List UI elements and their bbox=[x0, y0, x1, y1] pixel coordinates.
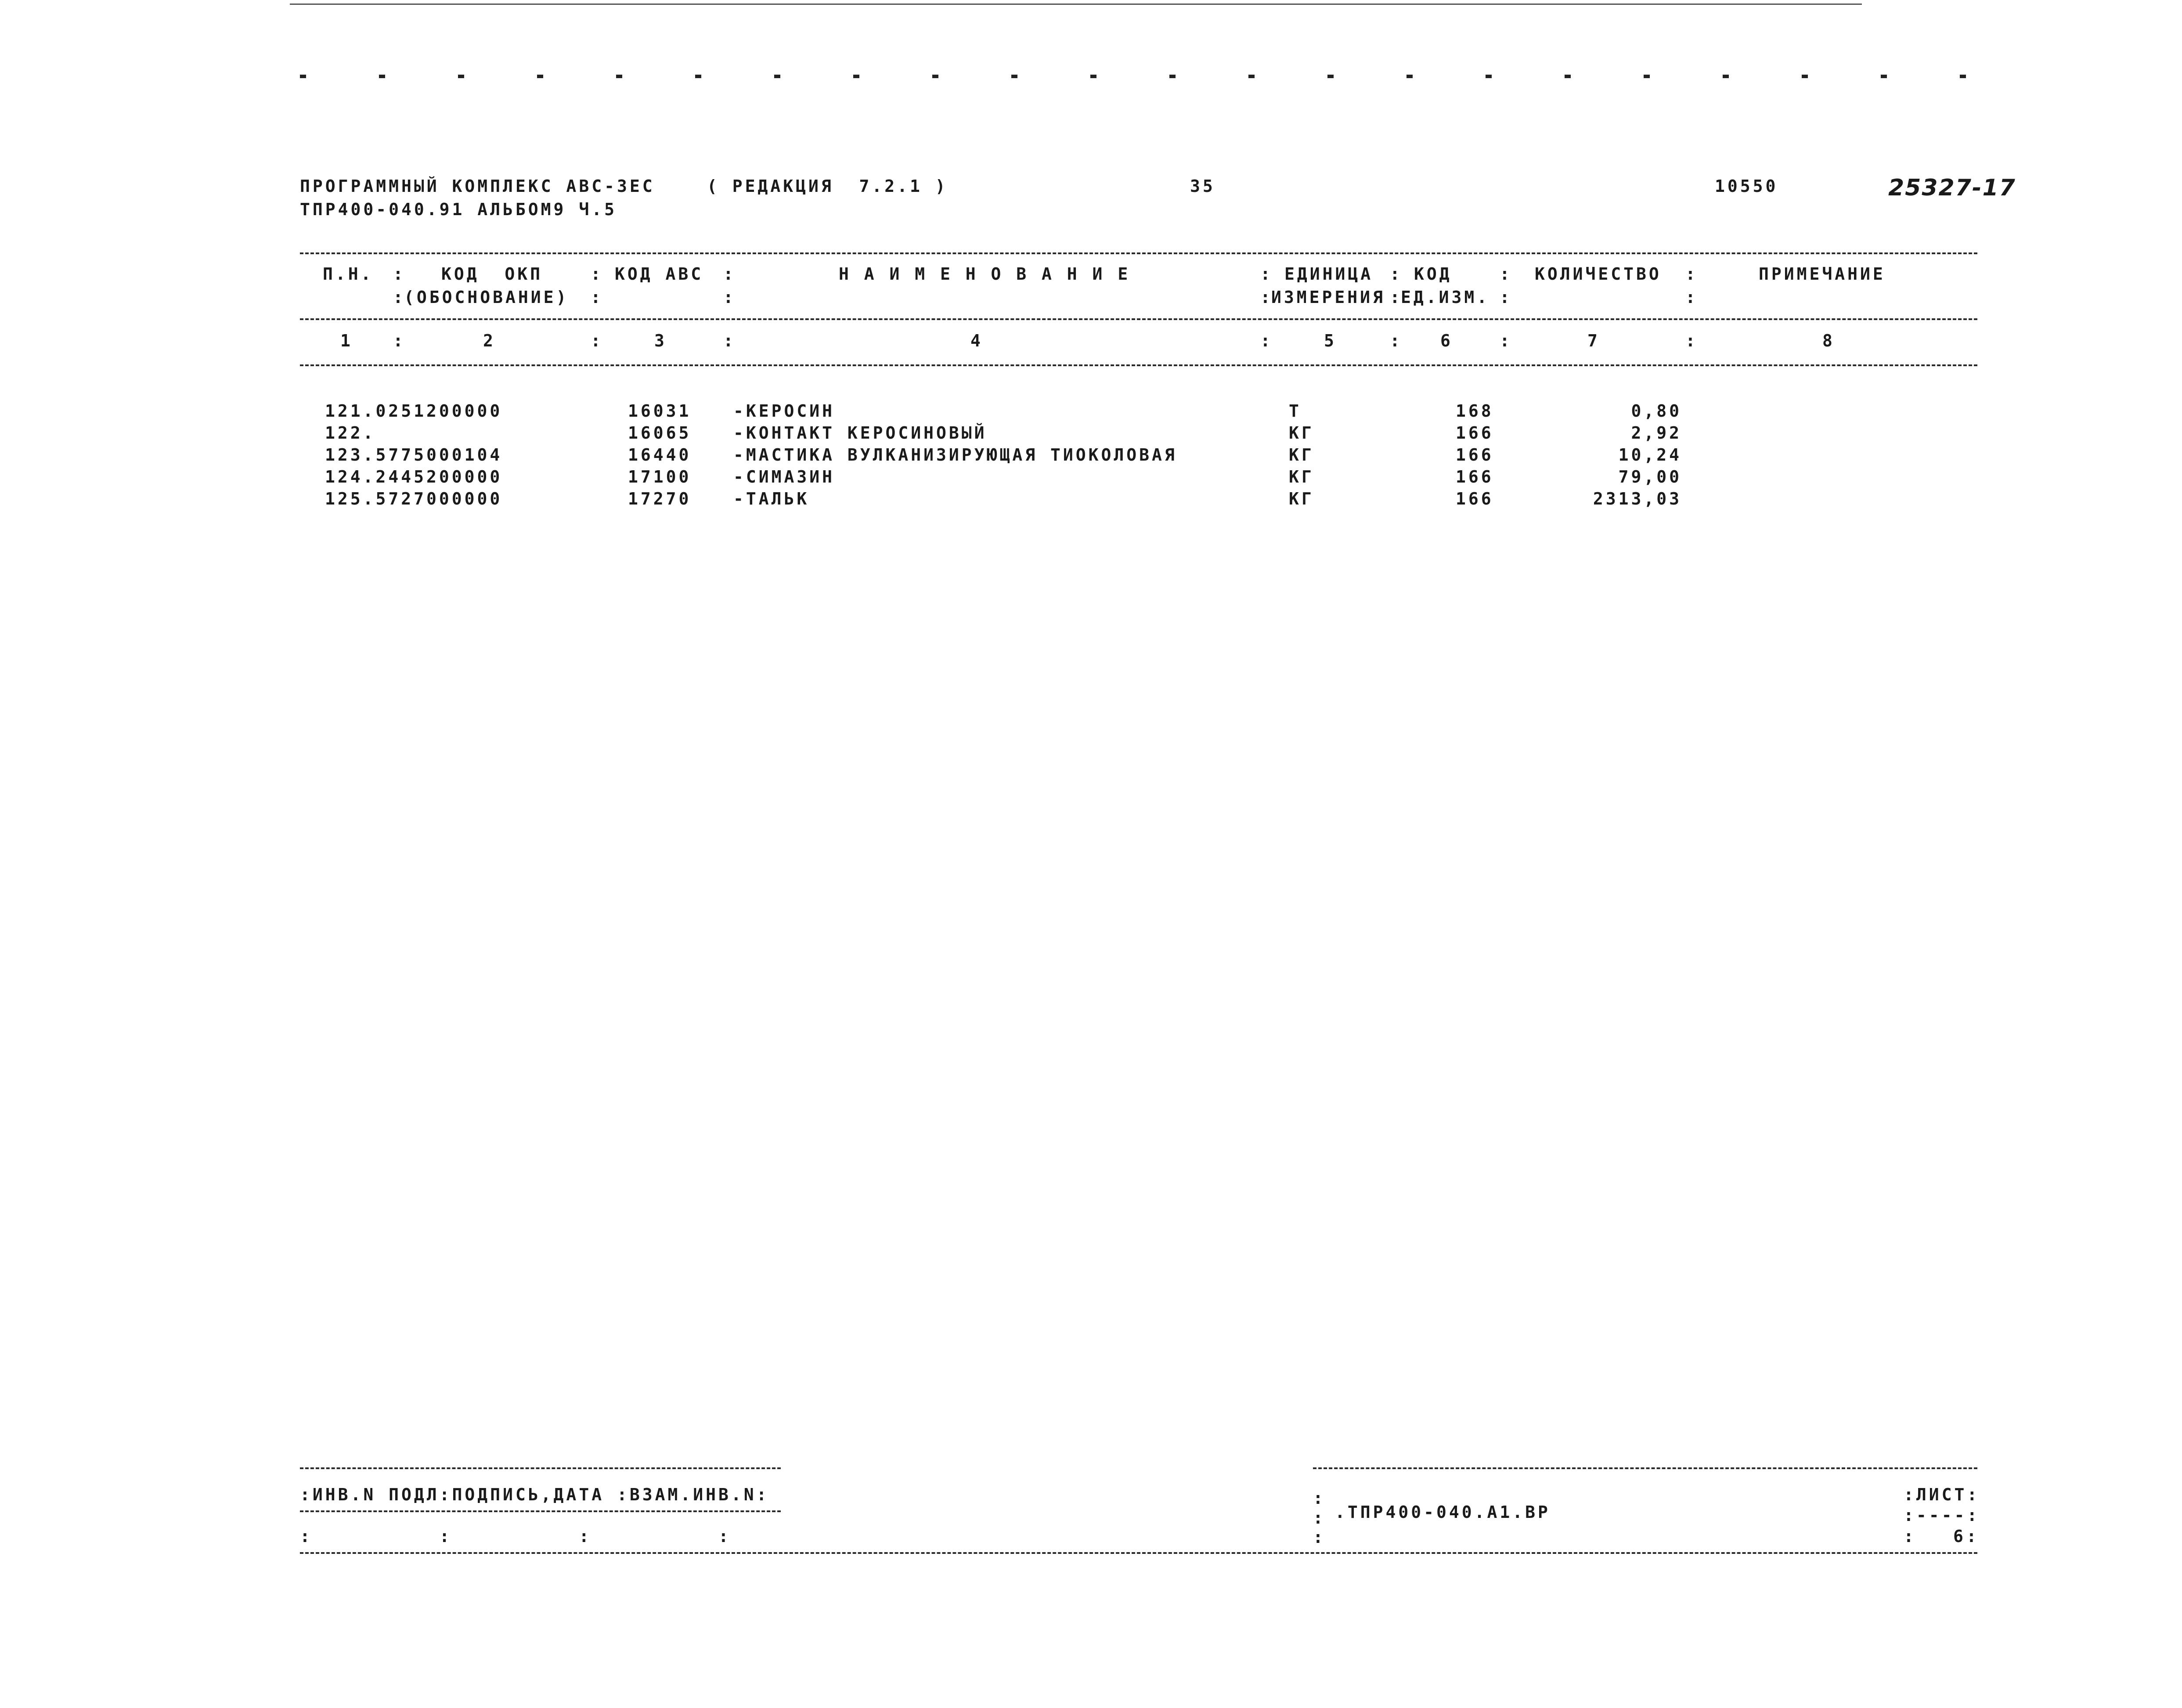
row-name: -КОНТАКТ КЕРОСИНОВЫЙ bbox=[733, 423, 987, 443]
col-sep: : bbox=[393, 331, 406, 350]
footer-rule-left-mid bbox=[300, 1510, 781, 1512]
row-unit-code: 166 bbox=[1456, 445, 1494, 465]
top-edge-line bbox=[290, 4, 1862, 5]
col-sep: : bbox=[1500, 288, 1512, 307]
row-abc-code: 17270 bbox=[628, 489, 692, 508]
row-unit-code: 166 bbox=[1456, 423, 1494, 443]
col-sep: : bbox=[723, 264, 736, 284]
col-sep: : bbox=[1685, 288, 1698, 307]
col-sep: : bbox=[1500, 264, 1512, 284]
col-header-qty: КОЛИЧЕСТВО bbox=[1535, 264, 1662, 284]
row-name: -МАСТИКА ВУЛКАНИЗИРУЮЩАЯ ТИОКОЛОВАЯ bbox=[733, 445, 1177, 465]
table-rule-top bbox=[300, 252, 1977, 254]
col-header-pn: П.Н. bbox=[323, 264, 374, 284]
row-abc-code: 16031 bbox=[628, 401, 692, 421]
col-header-unit-sub: ИЗМЕРЕНИЯ bbox=[1271, 288, 1385, 307]
col-number: 5 bbox=[1324, 331, 1337, 350]
col-sep: : bbox=[393, 288, 406, 307]
row-unit: КГ bbox=[1289, 445, 1314, 465]
punch-mark bbox=[1011, 75, 1017, 78]
col-header-name: Н А И М Е Н О В А Н И Е bbox=[839, 264, 1131, 284]
edition-label: ( РЕДАКЦИЯ 7.2.1 ) bbox=[707, 177, 948, 196]
punch-mark bbox=[1723, 75, 1729, 78]
punch-mark bbox=[1090, 75, 1096, 78]
punch-mark bbox=[774, 75, 780, 78]
punch-mark bbox=[458, 75, 464, 78]
row-name: -ТАЛЬК bbox=[733, 489, 810, 508]
col-header-ucode-sub: ЕД.ИЗМ. bbox=[1401, 288, 1490, 307]
row-name: -КЕРОСИН bbox=[733, 401, 835, 421]
footer-sheet-separator: :----: bbox=[1904, 1506, 1980, 1525]
footer-rule-right-top bbox=[1313, 1467, 1977, 1469]
col-header-unit: ЕДИНИЦА bbox=[1284, 264, 1374, 284]
punch-mark bbox=[1802, 75, 1808, 78]
col-sep: : bbox=[393, 264, 406, 284]
row-quantity: 2,92 bbox=[1631, 423, 1682, 443]
col-sep: : bbox=[1260, 264, 1273, 284]
footer-sep: : bbox=[1966, 1527, 1979, 1546]
punch-mark bbox=[1248, 75, 1255, 78]
punch-mark bbox=[932, 75, 938, 78]
footer-sep: : bbox=[1313, 1488, 1326, 1508]
col-number: 8 bbox=[1822, 331, 1835, 350]
punch-mark bbox=[1565, 75, 1571, 78]
row-pn: 124.2445200000 bbox=[325, 467, 503, 486]
col-number: 6 bbox=[1440, 331, 1453, 350]
col-sep: : bbox=[1260, 288, 1273, 307]
table-rule-bottom bbox=[300, 364, 1977, 366]
footer-rule-left-top bbox=[300, 1467, 781, 1469]
program-title: ПРОГРАММНЫЙ КОМПЛЕКС АВС-3ЕС bbox=[300, 177, 655, 196]
punch-mark bbox=[853, 75, 859, 78]
footer-document-code: .ТПР400-040.А1.ВР bbox=[1335, 1503, 1551, 1522]
col-header-ucode: КОД bbox=[1414, 264, 1452, 284]
row-quantity: 79,00 bbox=[1618, 467, 1682, 486]
row-quantity: 0,80 bbox=[1631, 401, 1682, 421]
row-abc-code: 16440 bbox=[628, 445, 692, 465]
col-number: 4 bbox=[970, 331, 983, 350]
punch-mark bbox=[1960, 75, 1966, 78]
col-sep: : bbox=[591, 288, 603, 307]
col-sep: : bbox=[1390, 264, 1403, 284]
col-sep: : bbox=[591, 331, 603, 350]
page-number: 35 bbox=[1190, 177, 1215, 196]
footer-sep: : bbox=[1904, 1527, 1916, 1546]
row-abc-code: 16065 bbox=[628, 423, 692, 443]
col-header-note: ПРИМЕЧАНИЕ bbox=[1759, 264, 1886, 284]
punch-mark bbox=[379, 75, 385, 78]
col-sep: : bbox=[723, 331, 736, 350]
punch-mark bbox=[1407, 75, 1413, 78]
col-number: 3 bbox=[654, 331, 667, 350]
col-sep: : bbox=[1390, 288, 1403, 307]
punch-mark bbox=[537, 75, 543, 78]
row-unit: Т bbox=[1289, 401, 1302, 421]
col-sep: : bbox=[1685, 331, 1698, 350]
footer-sep: : bbox=[1313, 1508, 1326, 1528]
row-unit: КГ bbox=[1289, 489, 1314, 508]
row-pn: 123.5775000104 bbox=[325, 445, 503, 465]
row-unit-code: 166 bbox=[1456, 467, 1494, 486]
col-number: 7 bbox=[1587, 331, 1600, 350]
row-quantity: 2313,03 bbox=[1593, 489, 1682, 508]
footer-signature-cells: : : : : bbox=[300, 1527, 731, 1546]
punch-mark bbox=[1486, 75, 1492, 78]
row-quantity: 10,24 bbox=[1618, 445, 1682, 465]
footer-sheet-number: 6 bbox=[1953, 1527, 1966, 1546]
row-unit-code: 168 bbox=[1456, 401, 1494, 421]
col-header-okp: КОД ОКП bbox=[441, 264, 543, 284]
row-pn: 125.5727000000 bbox=[325, 489, 503, 508]
footer-sep: : bbox=[1313, 1528, 1326, 1547]
punch-mark bbox=[695, 75, 701, 78]
punch-mark bbox=[1327, 75, 1334, 78]
punch-mark bbox=[1644, 75, 1650, 78]
row-pn: 122. bbox=[325, 423, 376, 443]
col-sep: : bbox=[723, 288, 736, 307]
col-header-abc: КОД АВС bbox=[615, 264, 704, 284]
punch-mark bbox=[1169, 75, 1176, 78]
col-sep: : bbox=[591, 264, 603, 284]
project-title: ТПР400-040.91 АЛЬБОМ9 Ч.5 bbox=[300, 200, 617, 219]
punch-mark bbox=[300, 75, 306, 78]
punch-mark bbox=[616, 75, 622, 78]
row-pn: 121.0251200000 bbox=[325, 401, 503, 421]
punch-mark bbox=[1881, 75, 1887, 78]
footer-rule-bottom bbox=[300, 1552, 1977, 1554]
col-number: 2 bbox=[483, 331, 496, 350]
col-header-okp-sub: (ОБОСНОВАНИЕ) bbox=[404, 288, 569, 307]
row-abc-code: 17100 bbox=[628, 467, 692, 486]
col-number: 1 bbox=[340, 331, 353, 350]
col-sep: : bbox=[1685, 264, 1698, 284]
row-unit-code: 166 bbox=[1456, 489, 1494, 508]
table-rule-mid bbox=[300, 318, 1977, 320]
row-unit: КГ bbox=[1289, 423, 1314, 443]
col-sep: : bbox=[1500, 331, 1512, 350]
footer-signature-header: :ИНВ.N ПОДЛ:ПОДПИСЬ,ДАТА :ВЗАМ.ИНВ.N: bbox=[300, 1485, 769, 1504]
footer-sheet-label: :ЛИСТ: bbox=[1904, 1485, 1980, 1504]
col-sep: : bbox=[1390, 331, 1403, 350]
handwritten-stamp: 25327-17 bbox=[1888, 175, 2016, 201]
row-name: -СИМАЗИН bbox=[733, 467, 835, 486]
col-sep: : bbox=[1260, 331, 1273, 350]
row-unit: КГ bbox=[1289, 467, 1314, 486]
document-code: 10550 bbox=[1715, 177, 1778, 196]
